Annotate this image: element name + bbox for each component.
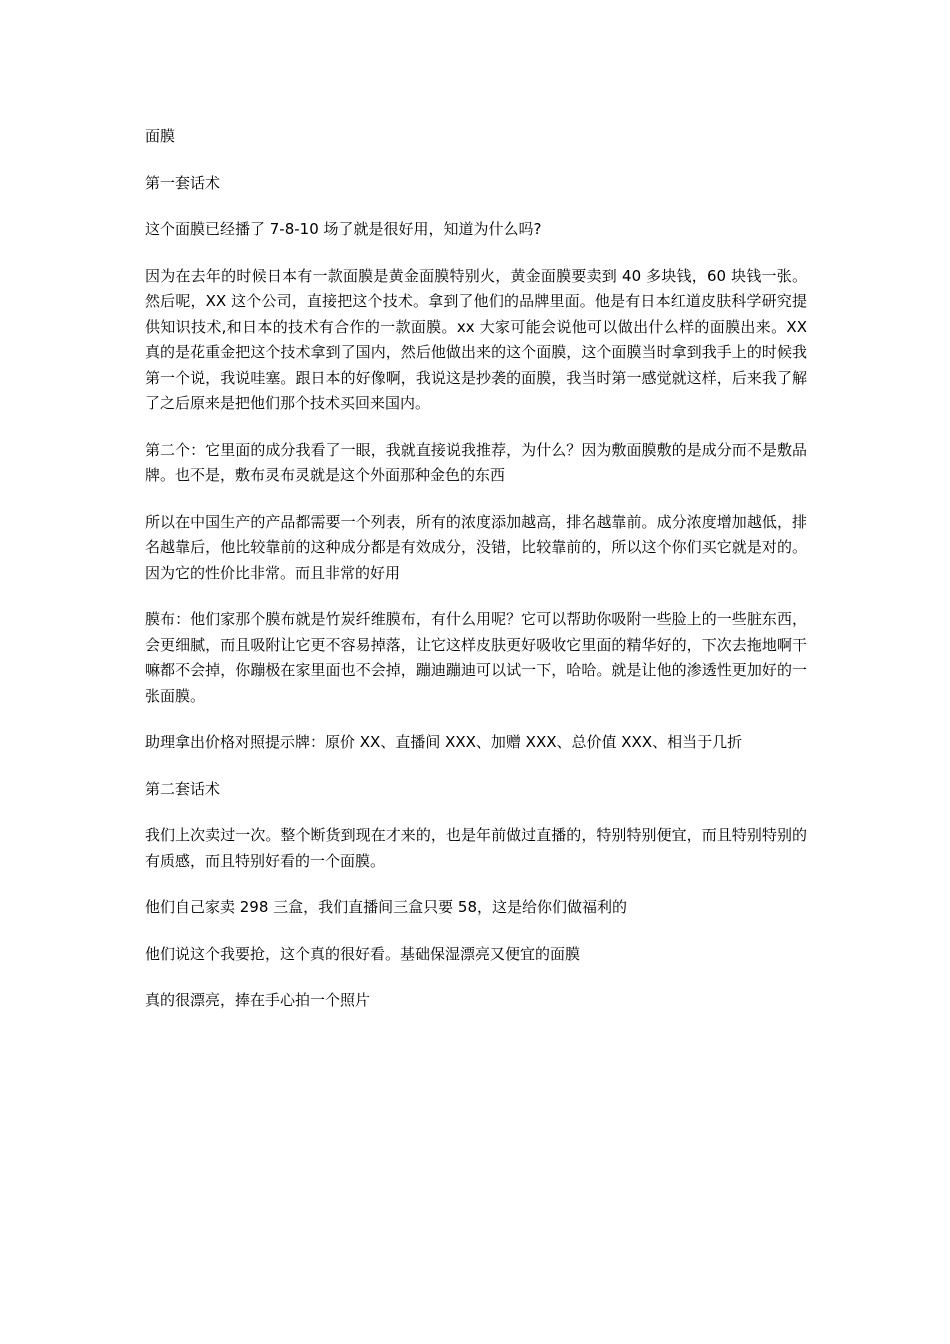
- paragraph: 因为在去年的时候日本有一款面膜是黄金面膜特别火，黄金面膜要卖到 40 多块钱，60 块钱一张。然后呢，XX 这个公司，直接把这个技术。拿到了他们的品牌里面。他是有日本红道皮肤科学研究提供知识技术,和日本的技术有合作的一款面膜。xx 大家可能会说他可以做出什么样的面膜出来。XX 真的是花重金把这个技术拿到了国内，然后他做出来的这个面膜，这个面膜当时拿到我手上的时候我第一个说，我说哇塞。跟日本的好像啊，我说这是抄袭的面膜，我当时第一感觉就这样，后来我了解了之后原来是把他们那个技术买回来国内。: [145, 266, 807, 412]
- paragraph: 他们说这个我要抢，这个真的很好看。基础保湿漂亮又便宜的面膜: [145, 944, 581, 963]
- paragraph: 我们上次卖过一次。整个断货到现在才来的，也是年前做过直播的，特别特别便宜，而且特别特别的有质感，而且特别好看的一个面膜。: [145, 826, 807, 870]
- paragraph: 助理拿出价格对照提示牌：原价 XX、直播间 XXX、加赠 XXX、总价值 XXX、相当于几折: [145, 733, 743, 751]
- paragraph: 所以在中国生产的产品都需要一个列表，所有的浓度添加越高，排名越靠前。成分浓度增加越低，排名越靠后，他比较靠前的这种成分都是有效成分，没错，比较靠前的，所以这个你们买它就是对的。因为它的性价比非常。而且非常的好用: [145, 512, 807, 582]
- paragraph: 膜布：他们家那个膜布就是竹炭纤维膜布，有什么用呢？它可以帮助你吸附一些脸上的一些脏东西，会更细腻，而且吸附让它更不容易掉落，让它这样皮肤更好吸收它里面的精华好的，下次去拖地啊干嘛都不会掉，你蹦极在家里面也不会掉，蹦迪蹦迪可以试一下，哈哈。就是让他的渗透性更加好的一张面膜。: [145, 610, 807, 705]
- section-heading-1: 第一套话术: [145, 173, 221, 192]
- paragraph: 这个面膜已经播了 7-8-10 场了就是很好用，知道为什么吗?: [145, 220, 542, 238]
- paragraph: 第二个：它里面的成分我看了一眼，我就直接说我推荐，为什么？因为敷面膜敷的是成分而不是敷品牌。也不是，敷布灵布灵就是这个外面那种金色的东西: [145, 440, 807, 484]
- document-page: [145, 124, 807, 1035]
- paragraph: 真的很漂亮，捧在手心拍一个照片: [145, 991, 371, 1009]
- document-title: 面膜: [145, 127, 176, 145]
- section-heading-2: 第二套话术: [145, 779, 221, 798]
- paragraph: 他们自己家卖 298 三盒，我们直播间三盒只要 58，这是给你们做福利的: [145, 898, 628, 916]
